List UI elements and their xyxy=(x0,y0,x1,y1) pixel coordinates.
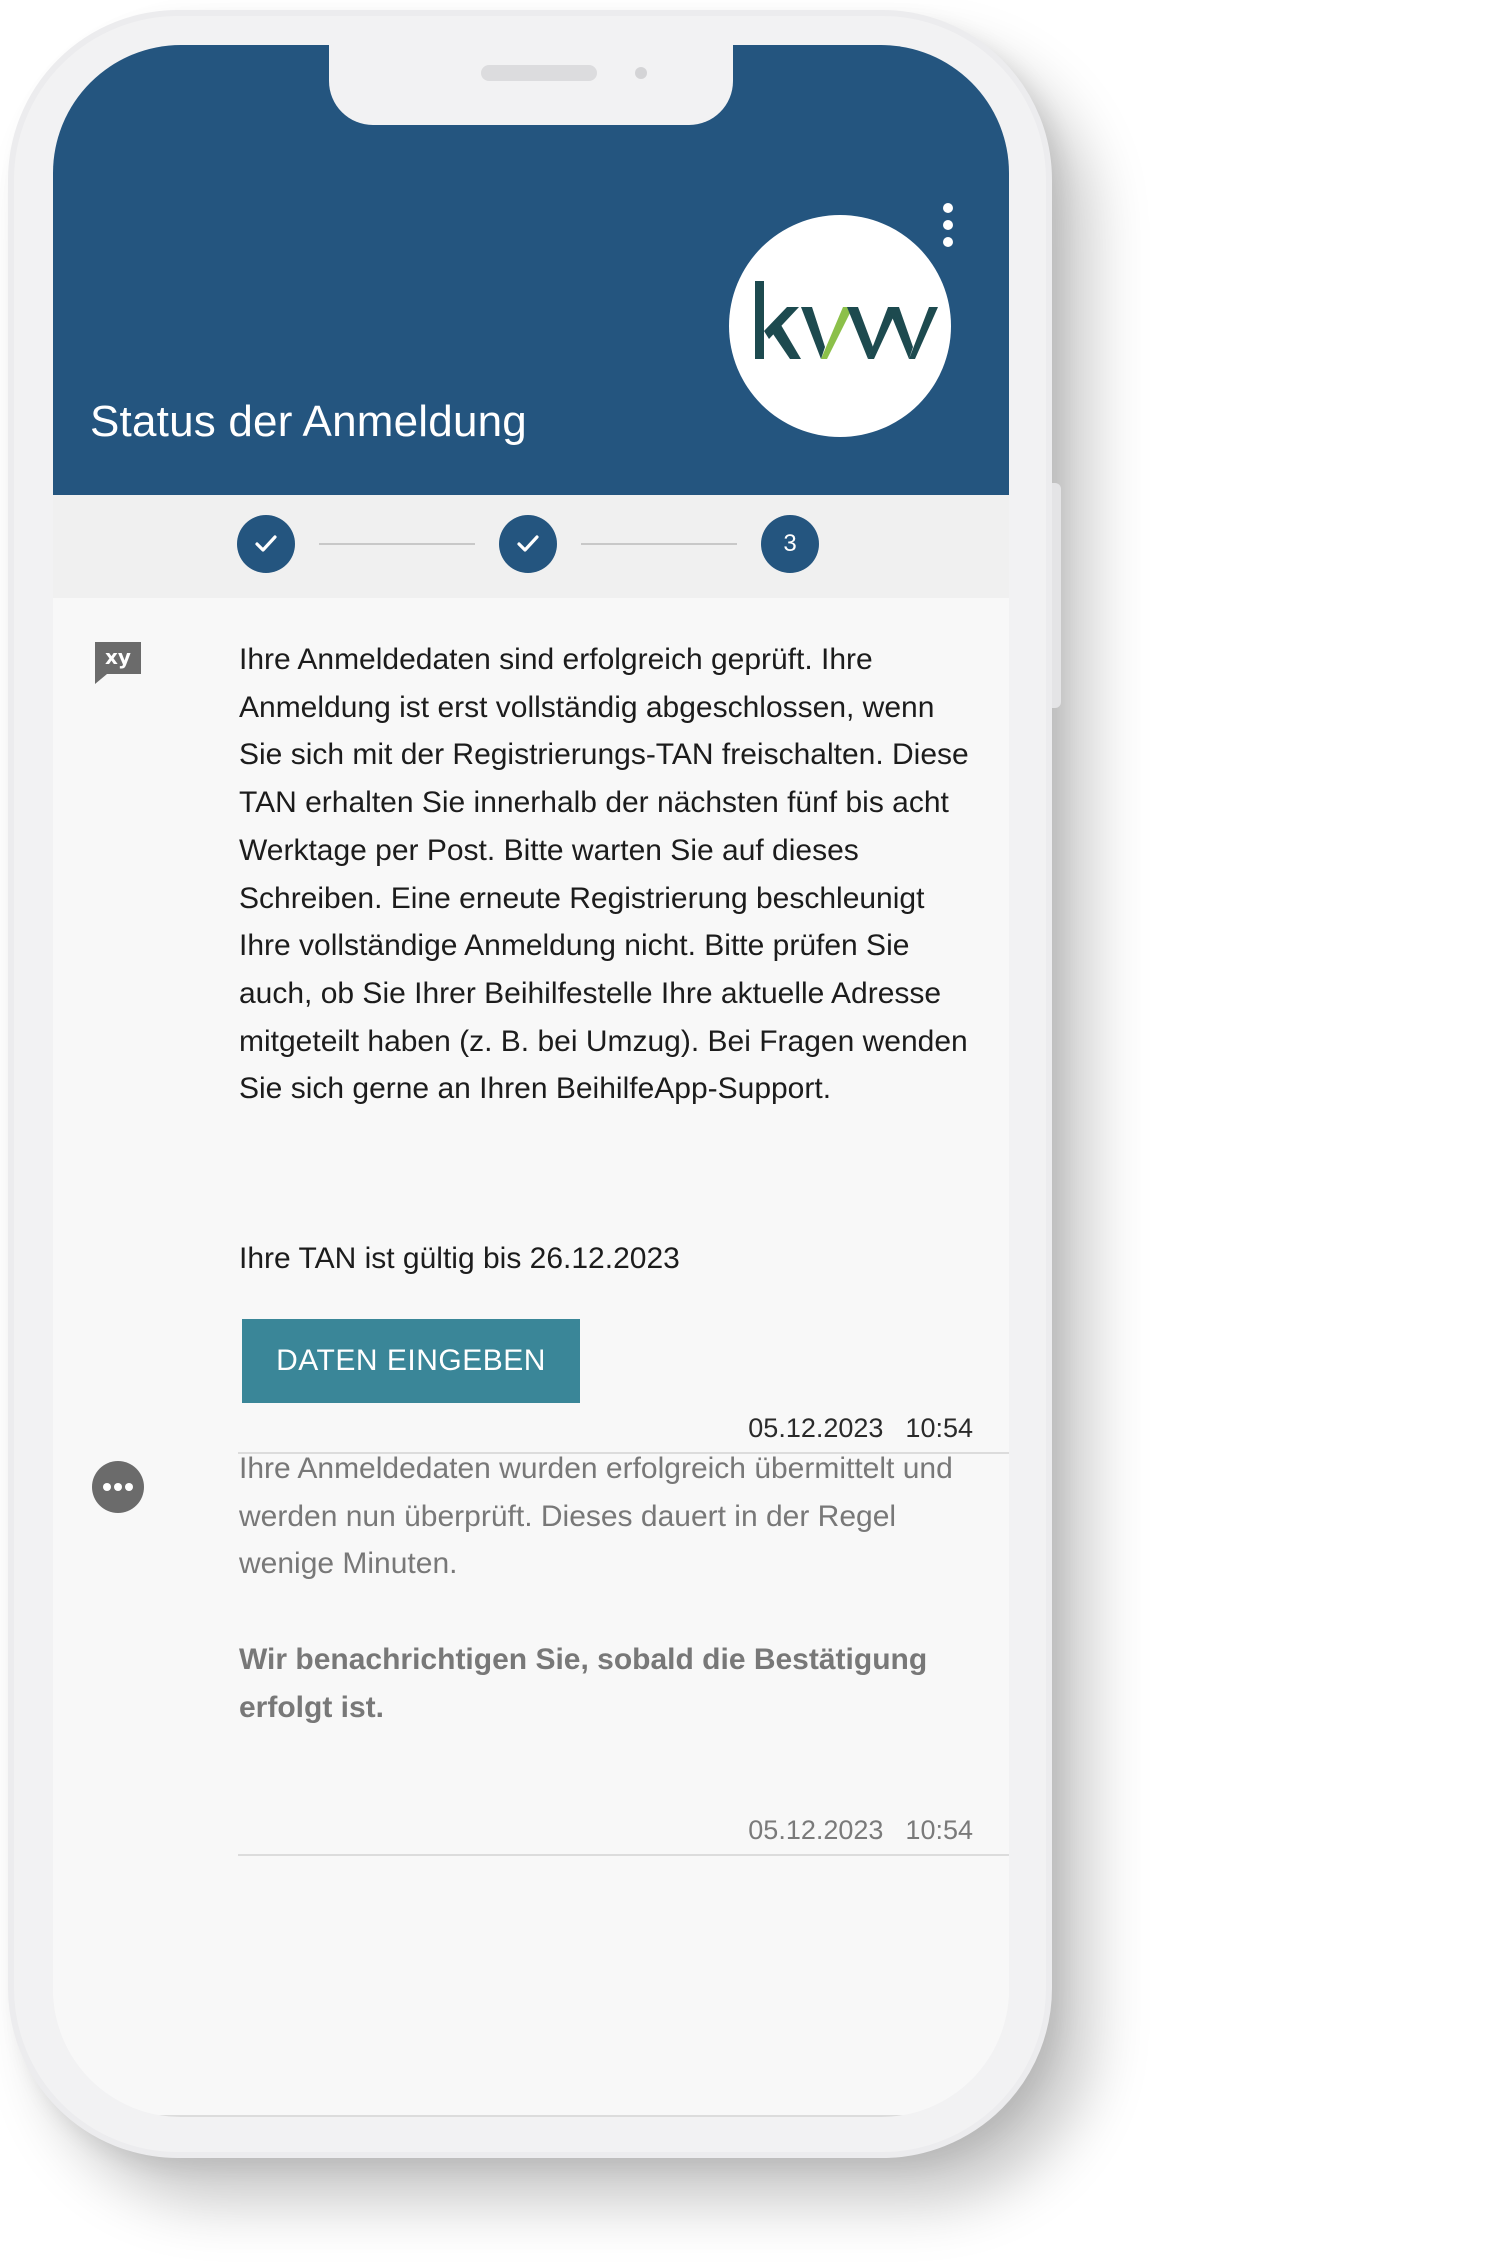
message-date: 05.12.2023 xyxy=(748,1413,884,1443)
app-screen xyxy=(53,45,1009,2117)
more-dots-icon xyxy=(91,1460,145,1514)
progress-stepper xyxy=(53,495,1009,598)
bottom-edge-line xyxy=(153,2115,913,2117)
transmission-status-message: Ihre Anmeldedaten wurden erfolgreich übermittelt und werden nun überprüft. Dieses dauert in der Regel wenige Minuten. xyxy=(239,1452,953,1581)
tan-validity-text: Ihre TAN ist gültig bis 26.12.2023 xyxy=(239,1242,680,1275)
message-timestamp xyxy=(748,1413,973,1444)
message-timestamp xyxy=(748,1815,973,1846)
phone-side-button xyxy=(1052,483,1061,708)
xy-speech-bubble-icon xyxy=(91,638,145,692)
step-1-complete xyxy=(237,515,295,573)
kvvv-logo-icon xyxy=(741,273,941,383)
step-2-complete xyxy=(499,515,557,573)
notification-note: Wir benachrichtigen Sie, sobald die Bestätigung erfolgt ist. xyxy=(239,1643,928,1724)
message-divider xyxy=(238,1854,1009,1856)
notch-speaker xyxy=(481,65,597,81)
xy-icon-label: xy xyxy=(105,645,131,669)
message-feed xyxy=(53,598,1009,2117)
page-title: Status der Anmeldung xyxy=(90,397,527,446)
enter-data-button[interactable]: DATEN EINGEBEN xyxy=(242,1319,580,1403)
step-connector xyxy=(319,543,475,545)
step-3-current: 3 xyxy=(761,515,819,573)
notch-camera xyxy=(635,67,647,79)
phone-notch xyxy=(329,45,733,125)
kvvv-logo xyxy=(729,215,951,437)
message-date: 05.12.2023 xyxy=(748,1815,884,1845)
check-icon xyxy=(513,529,543,559)
check-icon xyxy=(251,529,281,559)
message-time: 10:54 xyxy=(905,1815,973,1845)
more-options-icon[interactable] xyxy=(935,203,961,253)
step-connector xyxy=(581,543,737,545)
message-time: 10:54 xyxy=(905,1413,973,1443)
registration-status-message: Ihre Anmeldedaten sind erfolgreich geprüft. Ihre Anmeldung ist erst vollständig abgeschlossen, wenn Sie sich mit der Registrierungs-TAN freischalten. Diese TAN erhalten Sie innerhalb der nächsten fünf bis acht Werktage per Post. Bitte warten Sie auf dieses Schreiben. Eine erneute Registrierung beschleunigt Ihre vollständige Anmeldung nicht. Bitte prüfen Sie auch, ob Sie Ihrer Beihilfestelle Ihre aktuelle Adresse mitgeteilt haben (z. B. bei Umzug). Bei Fragen wenden Sie sich gerne an Ihren BeihilfeApp-Support. xyxy=(239,643,969,1106)
